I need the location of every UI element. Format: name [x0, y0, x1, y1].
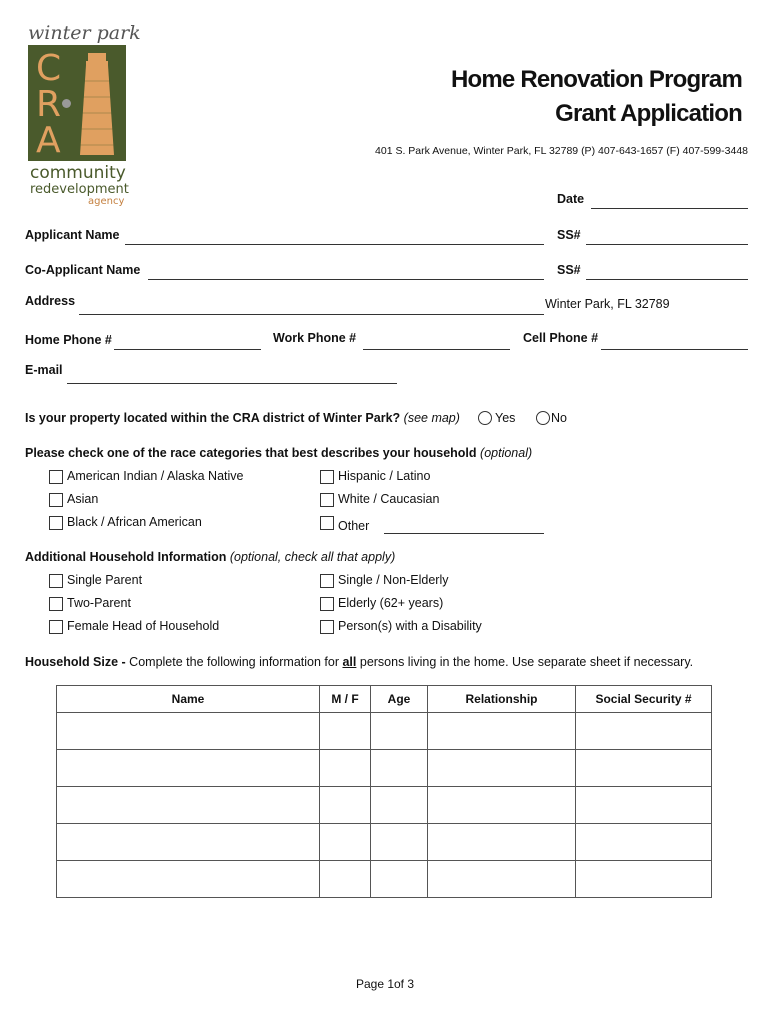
household-label-disability: Person(s) with a Disability — [338, 619, 482, 633]
cra-yes-radio[interactable] — [478, 411, 492, 425]
column-header-name: Name — [57, 686, 320, 713]
cell-ssn[interactable] — [576, 787, 712, 824]
cell-name[interactable] — [57, 713, 320, 750]
cell-phone-label: Cell Phone # — [523, 331, 599, 345]
applicant-ss-label: SS# — [557, 228, 581, 242]
cell-sex[interactable] — [320, 787, 371, 824]
cell-name[interactable] — [57, 824, 320, 861]
title-line-2: Grant Application — [555, 100, 742, 127]
logo-line-community: community — [30, 163, 126, 183]
race-checkbox-asian[interactable] — [49, 493, 63, 507]
household-checkbox-two-parent[interactable] — [49, 597, 63, 611]
table-row — [57, 824, 712, 861]
household-checkbox-female-head[interactable] — [49, 620, 63, 634]
cell-sex[interactable] — [320, 861, 371, 898]
household-size-instructions — [25, 655, 693, 669]
cell-relationship[interactable] — [428, 787, 576, 824]
household-checkbox-single-parent[interactable] — [49, 574, 63, 588]
cra-no-radio[interactable] — [536, 411, 550, 425]
household-size-label: Household Size - — [25, 655, 126, 669]
cell-age[interactable] — [371, 824, 428, 861]
household-info-heading-text: Additional Household Information — [25, 550, 227, 564]
coapplicant-ss-label: SS# — [557, 263, 581, 277]
cra-no-label: No — [551, 411, 567, 425]
household-size-text-a: Complete the following information for — [125, 655, 343, 669]
cell-relationship[interactable] — [428, 713, 576, 750]
race-checkbox-white[interactable] — [320, 493, 334, 507]
household-size-emphasis: all — [342, 655, 357, 669]
cell-relationship[interactable] — [428, 824, 576, 861]
household-checkbox-elderly[interactable] — [320, 597, 334, 611]
logo-line-redevelopment: redevelopment — [30, 182, 129, 197]
work-phone-field[interactable] — [363, 349, 510, 350]
race-heading — [25, 446, 532, 460]
table-header-row — [57, 686, 712, 713]
cell-age[interactable] — [371, 861, 428, 898]
household-info-heading-note: (optional, check all that apply) — [229, 550, 396, 564]
household-size-text-b: persons living in the home. Use separate sheet if necessary. — [356, 655, 694, 669]
coapplicant-name-field[interactable] — [148, 279, 544, 280]
cra-question — [25, 411, 460, 425]
address-field[interactable] — [79, 314, 544, 315]
address-city: Winter Park, FL 32789 — [545, 297, 670, 311]
household-label-female-head: Female Head of Household — [67, 619, 220, 633]
race-other-field[interactable] — [384, 533, 544, 534]
cell-name[interactable] — [57, 787, 320, 824]
date-field[interactable] — [591, 208, 748, 209]
cell-age[interactable] — [371, 787, 428, 824]
logo-emblem — [28, 45, 126, 161]
household-checkbox-single-non-elderly[interactable] — [320, 574, 334, 588]
household-label-single-parent: Single Parent — [67, 573, 143, 587]
household-members-table — [56, 685, 712, 898]
page-number: Page 1of 3 — [355, 977, 415, 991]
race-label-other: Other — [338, 519, 370, 533]
address-label: Address — [25, 294, 76, 308]
cell-sex[interactable] — [320, 713, 371, 750]
race-label-hispanic: Hispanic / Latino — [338, 469, 431, 483]
cell-name[interactable] — [57, 861, 320, 898]
cell-phone-field[interactable] — [601, 349, 748, 350]
column-header-sex: M / F — [320, 686, 371, 713]
cell-relationship[interactable] — [428, 861, 576, 898]
race-label-asian: Asian — [67, 492, 99, 506]
applicant-name-field[interactable] — [125, 244, 544, 245]
race-heading-note: (optional) — [480, 446, 533, 460]
cra-yes-label: Yes — [495, 411, 516, 425]
race-label-black: Black / African American — [67, 515, 202, 529]
home-phone-field[interactable] — [114, 349, 261, 350]
lighthouse-icon — [74, 51, 120, 157]
race-label-white: White / Caucasian — [338, 492, 440, 506]
applicant-ss-field[interactable] — [586, 244, 748, 245]
cell-name[interactable] — [57, 750, 320, 787]
household-info-heading — [25, 550, 395, 564]
cell-ssn[interactable] — [576, 713, 712, 750]
table-row — [57, 750, 712, 787]
table-row — [57, 787, 712, 824]
cell-ssn[interactable] — [576, 824, 712, 861]
cell-age[interactable] — [371, 713, 428, 750]
household-label-single-non-elderly: Single / Non-Elderly — [338, 573, 449, 587]
cell-ssn[interactable] — [576, 750, 712, 787]
table-row — [57, 713, 712, 750]
logo-line-agency: agency — [88, 196, 125, 207]
home-phone-label: Home Phone # — [25, 333, 112, 347]
cell-age[interactable] — [371, 750, 428, 787]
cell-sex[interactable] — [320, 824, 371, 861]
column-header-age: Age — [371, 686, 428, 713]
cell-sex[interactable] — [320, 750, 371, 787]
logo-script-text: winter park — [28, 22, 141, 44]
email-label: E-mail — [25, 363, 63, 377]
table-row — [57, 861, 712, 898]
applicant-name-label: Applicant Name — [25, 228, 120, 242]
column-header-ssn: Social Security # — [576, 686, 712, 713]
race-checkbox-american-indian[interactable] — [49, 470, 63, 484]
date-label: Date — [557, 192, 585, 206]
coapplicant-name-label: Co-Applicant Name — [25, 263, 141, 277]
cell-relationship[interactable] — [428, 750, 576, 787]
household-label-elderly: Elderly (62+ years) — [338, 596, 444, 610]
cra-question-text: Is your property located within the CRA district of Winter Park? — [25, 411, 401, 425]
logo-dot — [62, 99, 71, 108]
agency-address: 401 S. Park Avenue, Winter Park, FL 32789 (P) 407-643-1657 (F) 407-599-3448 — [375, 145, 748, 157]
race-label-american-indian: American Indian / Alaska Native — [67, 469, 244, 483]
race-checkbox-black[interactable] — [49, 516, 63, 530]
column-header-relationship: Relationship — [428, 686, 576, 713]
race-checkbox-other[interactable] — [320, 516, 334, 530]
household-label-two-parent: Two-Parent — [67, 596, 131, 610]
race-checkbox-hispanic[interactable] — [320, 470, 334, 484]
coapplicant-ss-field[interactable] — [586, 279, 748, 280]
email-field[interactable] — [67, 383, 397, 384]
logo-letter-c: C — [36, 48, 62, 89]
title-line-1: Home Renovation Program — [451, 66, 742, 93]
race-heading-text: Please check one of the race categories that best describes your household — [25, 446, 477, 460]
work-phone-label: Work Phone # — [273, 331, 357, 345]
logo-letter-r: R — [36, 84, 62, 125]
cell-ssn[interactable] — [576, 861, 712, 898]
household-checkbox-disability[interactable] — [320, 620, 334, 634]
cra-question-note: (see map) — [403, 411, 460, 425]
logo-letter-a: A — [36, 120, 61, 161]
